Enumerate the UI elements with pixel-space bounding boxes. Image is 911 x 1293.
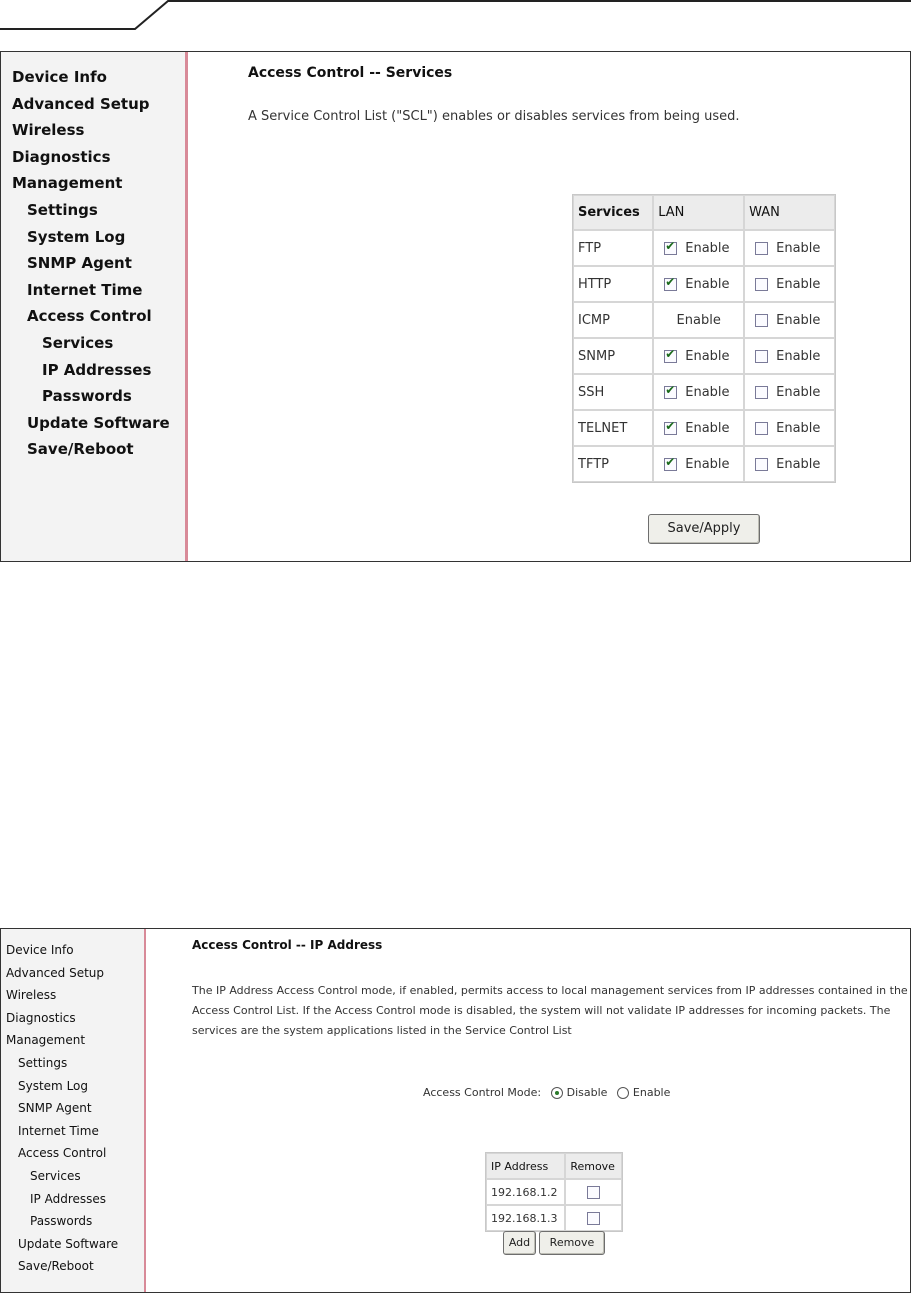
sidebar-item-wireless[interactable]: Wireless — [12, 121, 85, 140]
table-row — [573, 230, 835, 266]
wan-cell — [744, 338, 835, 374]
table-row — [486, 1179, 622, 1205]
table-row — [573, 302, 835, 338]
services-content — [191, 52, 910, 561]
mode-disable-radio[interactable] — [551, 1087, 563, 1099]
access-control-mode — [423, 1086, 670, 1099]
sidebar-item-services[interactable]: Services — [30, 1168, 81, 1183]
sidebar-item-ip-addresses[interactable]: IP Addresses — [30, 1191, 107, 1206]
sidebar-item-access-control[interactable]: Access Control — [18, 1146, 107, 1161]
enable-label: Enable — [776, 312, 821, 328]
sidebar-item-diagnostics[interactable]: Diagnostics — [6, 1010, 76, 1025]
enable-label: Enable — [776, 456, 821, 472]
remove-checkbox[interactable] — [587, 1186, 600, 1199]
column-header: Services — [573, 195, 653, 230]
mode-enable-radio[interactable] — [617, 1087, 629, 1099]
service-name: TFTP — [573, 446, 653, 482]
page-title: Access Control -- Services — [248, 65, 453, 81]
lan-cell — [653, 410, 744, 446]
sidebar-item-passwords[interactable]: Passwords — [30, 1214, 93, 1229]
sidebar-nav — [1, 929, 146, 1292]
lan-cell — [653, 230, 744, 266]
column-header: WAN — [744, 195, 835, 230]
sidebar-item-internet-time[interactable]: Internet Time — [27, 280, 143, 299]
lan-enable-checkbox[interactable] — [664, 458, 677, 471]
service-control-table — [572, 194, 836, 483]
sidebar-item-diagnostics[interactable]: Diagnostics — [12, 147, 111, 166]
lan-cell — [653, 266, 744, 302]
sidebar-item-save-reboot[interactable]: Save/Reboot — [27, 440, 134, 459]
lan-enable-checkbox[interactable] — [664, 386, 677, 399]
wan-enable-checkbox[interactable] — [755, 350, 768, 363]
remove-button[interactable]: Remove — [539, 1231, 605, 1255]
sidebar-item-ip-addresses[interactable]: IP Addresses — [42, 360, 152, 379]
enable-label: Enable — [776, 384, 821, 400]
service-name: SNMP — [573, 338, 653, 374]
enable-label: Enable — [685, 384, 730, 400]
enable-label: Enable — [685, 276, 730, 292]
enable-label: Enable — [776, 348, 821, 364]
enable-label: Enable — [685, 240, 730, 256]
table-header-row — [486, 1153, 622, 1179]
wan-cell — [744, 374, 835, 410]
sidebar-item-snmp-agent[interactable]: SNMP Agent — [27, 254, 132, 273]
wan-cell — [744, 266, 835, 302]
sidebar-item-settings[interactable]: Settings — [27, 200, 98, 219]
sidebar-item-device-info[interactable]: Device Info — [12, 68, 107, 86]
wan-cell — [744, 446, 835, 482]
sidebar-item-services[interactable]: Services — [42, 333, 114, 352]
sidebar-item-advanced-setup[interactable]: Advanced Setup — [6, 965, 105, 980]
lan-enable-checkbox[interactable] — [664, 350, 677, 363]
wan-enable-checkbox[interactable] — [755, 386, 768, 399]
ip-content — [149, 929, 910, 1292]
sidebar-item-system-log[interactable]: System Log — [18, 1078, 88, 1093]
lan-cell — [653, 338, 744, 374]
wan-enable-checkbox[interactable] — [755, 458, 768, 471]
table-header-row — [573, 195, 835, 230]
sidebar-item-internet-time[interactable]: Internet Time — [18, 1123, 99, 1138]
page-title: Access Control -- IP Address — [192, 938, 383, 952]
service-name: TELNET — [573, 410, 653, 446]
sidebar-item-settings[interactable]: Settings — [18, 1055, 68, 1070]
wan-enable-checkbox[interactable] — [755, 314, 768, 327]
enable-label: Enable — [685, 348, 730, 364]
wan-cell — [744, 302, 835, 338]
ip-address-cell: 192.168.1.3 — [486, 1205, 565, 1231]
table-row — [573, 446, 835, 482]
enable-label: Enable — [776, 240, 821, 256]
lan-enable-checkbox[interactable] — [664, 242, 677, 255]
description-line-1: The IP Address Access Control mode, if enabled, permits access to local management services from IP addresses contained in the — [192, 984, 908, 997]
table-row — [573, 338, 835, 374]
page-description: A Service Control List ("SCL") enables or disables services from being used. — [248, 109, 740, 124]
lan-cell — [653, 446, 744, 482]
ip-address-screenshot — [0, 928, 911, 1293]
wan-enable-checkbox[interactable] — [755, 278, 768, 291]
sidebar-item-save-reboot[interactable]: Save/Reboot — [18, 1259, 94, 1274]
ip-address-table — [485, 1152, 623, 1232]
table-row — [486, 1205, 622, 1231]
mode-enable-label: Enable — [632, 1086, 671, 1099]
sidebar-nav — [1, 52, 188, 561]
page-header-rule — [0, 0, 911, 40]
remove-cell — [565, 1179, 622, 1205]
sidebar-item-access-control[interactable]: Access Control — [27, 307, 152, 326]
service-name: SSH — [573, 374, 653, 410]
table-row — [573, 266, 835, 302]
save-apply-button[interactable]: Save/Apply — [648, 514, 760, 544]
enable-label: Enable — [685, 456, 730, 472]
page-description — [192, 981, 911, 1041]
enable-label: Enable — [776, 276, 821, 292]
table-row — [573, 410, 835, 446]
enable-label: Enable — [676, 312, 721, 328]
column-header: Remove — [565, 1153, 622, 1179]
services-screenshot — [0, 51, 911, 562]
column-header: LAN — [653, 195, 744, 230]
sidebar-item-update-software[interactable]: Update Software — [27, 413, 170, 432]
lan-cell — [653, 302, 744, 338]
sidebar-item-device-info[interactable]: Device Info — [6, 943, 74, 957]
sidebar-item-update-software[interactable]: Update Software — [18, 1236, 119, 1251]
sidebar-item-passwords[interactable]: Passwords — [42, 387, 132, 406]
remove-checkbox[interactable] — [587, 1212, 600, 1225]
column-header: IP Address — [486, 1153, 565, 1179]
sidebar-item-snmp-agent[interactable]: SNMP Agent — [18, 1101, 92, 1116]
add-button[interactable]: Add — [503, 1231, 536, 1255]
lan-cell — [653, 374, 744, 410]
enable-label: Enable — [776, 420, 821, 436]
wan-cell — [744, 230, 835, 266]
lan-enable-checkbox[interactable] — [664, 278, 677, 291]
lan-enable-checkbox[interactable] — [664, 422, 677, 435]
sidebar-item-system-log[interactable]: System Log — [27, 227, 126, 246]
wan-enable-checkbox[interactable] — [755, 242, 768, 255]
wan-enable-checkbox[interactable] — [755, 422, 768, 435]
sidebar-item-management[interactable]: Management — [12, 174, 123, 193]
service-name: HTTP — [573, 266, 653, 302]
service-name: ICMP — [573, 302, 653, 338]
mode-label: Access Control Mode: — [423, 1086, 542, 1099]
description-line-3: services are the system applications listed in the Service Control List — [192, 1024, 572, 1037]
wan-cell — [744, 410, 835, 446]
sidebar-item-management[interactable]: Management — [6, 1033, 86, 1048]
description-line-2: Access Control List. If the Access Control mode is disabled, the system will not validate IP addresses for incoming packets. The — [192, 1004, 891, 1017]
enable-label: Enable — [685, 420, 730, 436]
sidebar-item-advanced-setup[interactable]: Advanced Setup — [12, 94, 150, 113]
sidebar-item-wireless[interactable]: Wireless — [6, 988, 57, 1003]
mode-disable-label: Disable — [566, 1086, 608, 1099]
ip-address-cell: 192.168.1.2 — [486, 1179, 565, 1205]
table-row — [573, 374, 835, 410]
service-name: FTP — [573, 230, 653, 266]
remove-cell — [565, 1205, 622, 1231]
